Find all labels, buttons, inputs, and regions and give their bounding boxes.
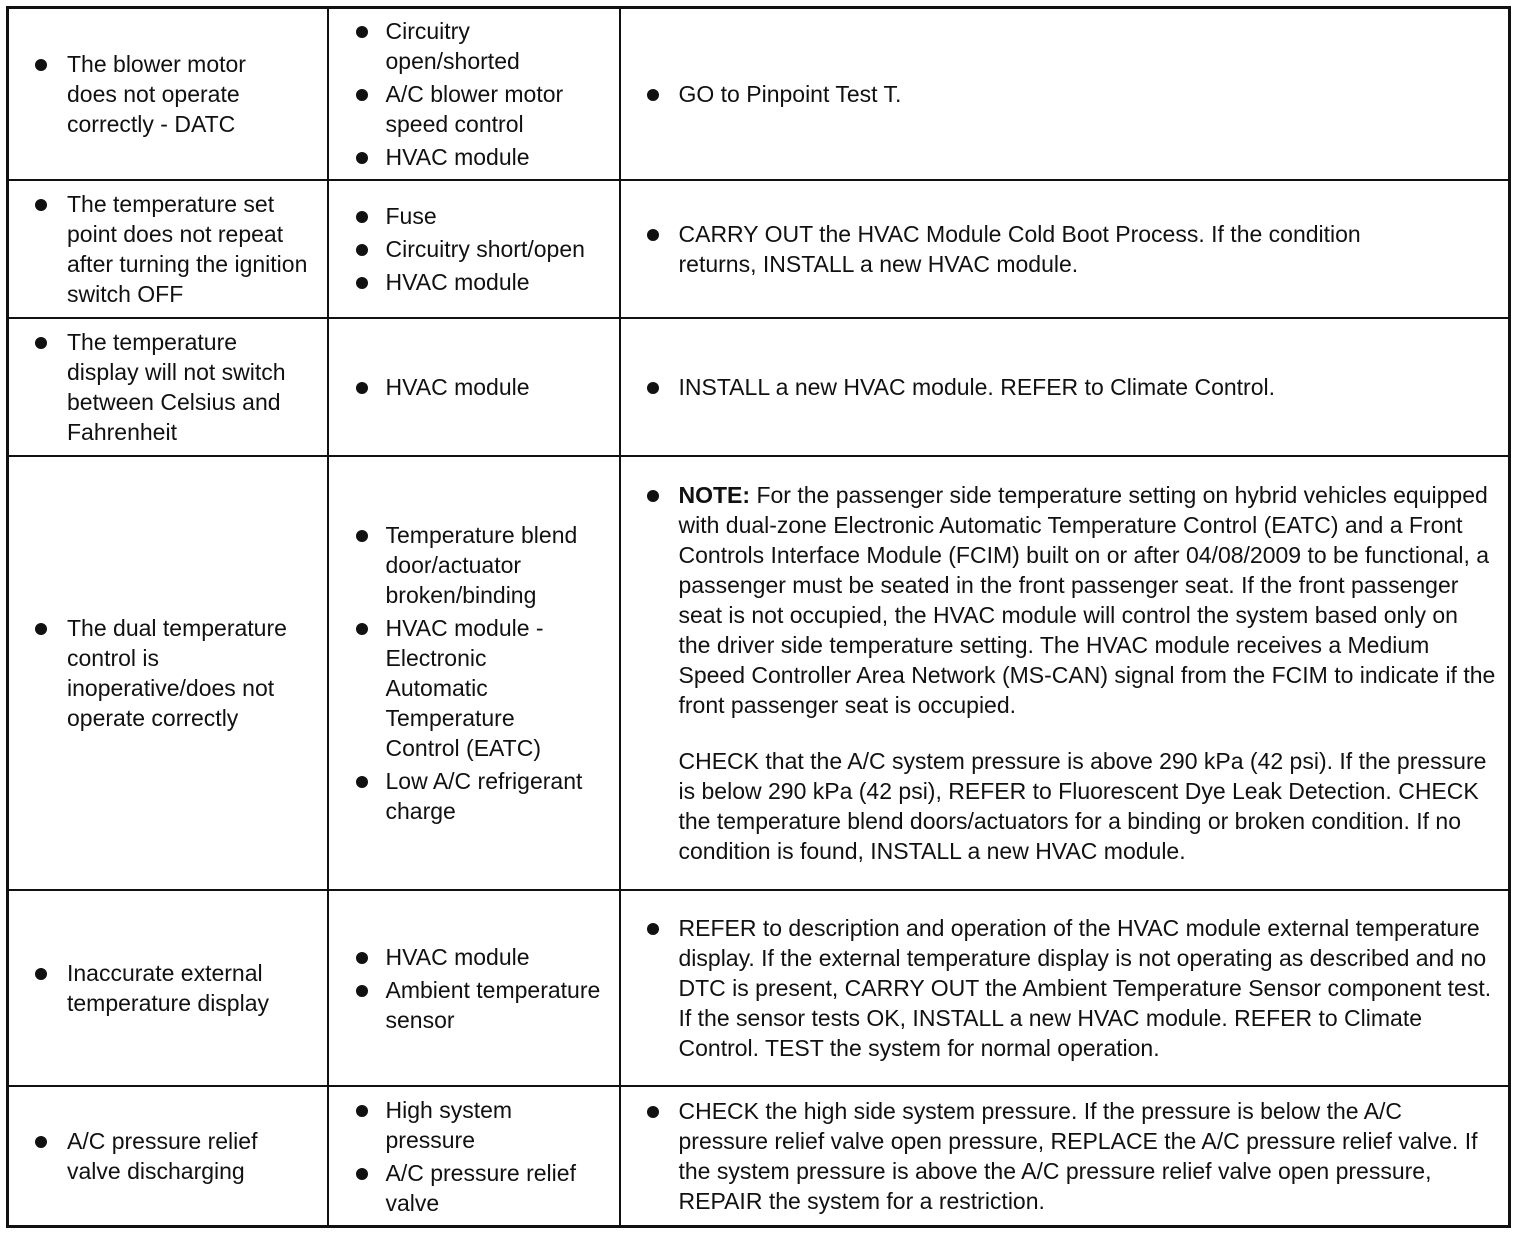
symptom-chart-table: [6, 6, 1511, 1228]
action-text: CHECK the high side system pressure. If the pressure is below the A/C pressure relief valve open pressure, REPLACE the A/C pressure relief valve. If the system pressure is above the A/C pressure relief valve open pressure, REPAIR the system for a restriction.: [621, 1096, 1509, 1216]
cause-item: Fuse: [329, 201, 619, 231]
cause-cell: [328, 890, 620, 1086]
table-row: [8, 318, 1510, 456]
cause-cell: [328, 1086, 620, 1226]
cause-item: A/C pressure relief valve: [329, 1158, 605, 1218]
cause-item: HVAC module: [329, 372, 619, 402]
action-cell: [620, 180, 1510, 318]
cause-cell: [328, 8, 620, 180]
cause-cell: [328, 180, 620, 318]
action-cell: [620, 890, 1510, 1086]
condition-text: The temperature set point does not repeat after turning the ignition switch OFF: [9, 189, 320, 309]
action-text: CARRY OUT the HVAC Module Cold Boot Process. If the condition returns, INSTALL a new HVAC module.: [621, 219, 1451, 279]
condition-cell: [8, 8, 328, 180]
action-text: INSTALL a new HVAC module. REFER to Climate Control.: [621, 372, 1509, 402]
cause-item: High system pressure: [329, 1095, 550, 1155]
action-cell: [620, 456, 1510, 890]
condition-text: The temperature display will not switch between Celsius and Fahrenheit: [9, 327, 320, 447]
condition-text: The blower motor does not operate correctly - DATC: [9, 49, 275, 139]
action-text-2: CHECK that the A/C system pressure is above 290 kPa (42 psi). If the pressure is below 290 kPa (42 psi), REFER to Fluorescent Dye Leak Detection. CHECK the temperature blend doors/actuators for a binding or broken condition. If no condition is found, INSTALL a new HVAC module.: [678, 748, 1487, 865]
table-row: [8, 8, 1510, 180]
note-text: For the passenger side temperature setting on hybrid vehicles equipped with dual-zone Electronic Automatic Temperature Control (EATC) and a Front Controls Interface Module (FCIM) built on or after 04/08/2009 to be functional, a passenger must be seated in the front passenger seat. If the front passenger seat is not occupied, the HVAC module will control the system based only on the driver side temperature setting. The HVAC module receives a Medium Speed Controller Area Network (MS-CAN) signal from the FCIM to indicate if the front passenger seat is occupied.: [678, 482, 1496, 719]
action-cell: [620, 318, 1510, 456]
cause-item: Temperature blend door/actuator broken/binding: [329, 520, 605, 610]
cause-item: A/C blower motor speed control: [329, 79, 600, 139]
action-cell: [620, 1086, 1510, 1226]
action-text: REFER to description and operation of the HVAC module external temperature display. If the external temperature display is not operating as described and no DTC is present, CARRY OUT the Ambient Temperature Sensor component test. If the sensor tests OK, INSTALL a new HVAC module. REFER to Climate Control. TEST the system for normal operation.: [621, 913, 1509, 1063]
table-row: [8, 890, 1510, 1086]
action-text: [621, 480, 1509, 866]
condition-cell: [8, 890, 328, 1086]
cause-item: Low A/C refrigerant charge: [329, 766, 612, 826]
cause-item: HVAC module: [329, 267, 619, 297]
note-label: NOTE:: [678, 482, 751, 509]
condition-text: A/C pressure relief valve discharging: [9, 1126, 300, 1186]
table-row: [8, 1086, 1510, 1226]
condition-cell: [8, 318, 328, 456]
action-cell: [620, 8, 1510, 180]
condition-text: Inaccurate external temperature display: [9, 958, 305, 1018]
cause-item: HVAC module: [329, 942, 619, 972]
cause-cell: [328, 318, 620, 456]
cause-item: Circuitry open/shorted: [329, 16, 565, 76]
condition-text: The dual temperature control is inoperative/does not operate correctly: [9, 613, 320, 733]
cause-item: HVAC module: [329, 142, 619, 172]
action-text: GO to Pinpoint Test T.: [621, 79, 1509, 109]
cause-item: Ambient temperature sensor: [329, 975, 610, 1035]
table-row: [8, 180, 1510, 318]
cause-item: Circuitry short/open: [329, 234, 619, 264]
cause-item: HVAC module - Electronic Automatic Temperature Control (EATC): [329, 613, 570, 763]
cause-cell: [328, 456, 620, 890]
condition-cell: [8, 180, 328, 318]
condition-cell: [8, 1086, 328, 1226]
condition-cell: [8, 456, 328, 890]
table-row: [8, 456, 1510, 890]
